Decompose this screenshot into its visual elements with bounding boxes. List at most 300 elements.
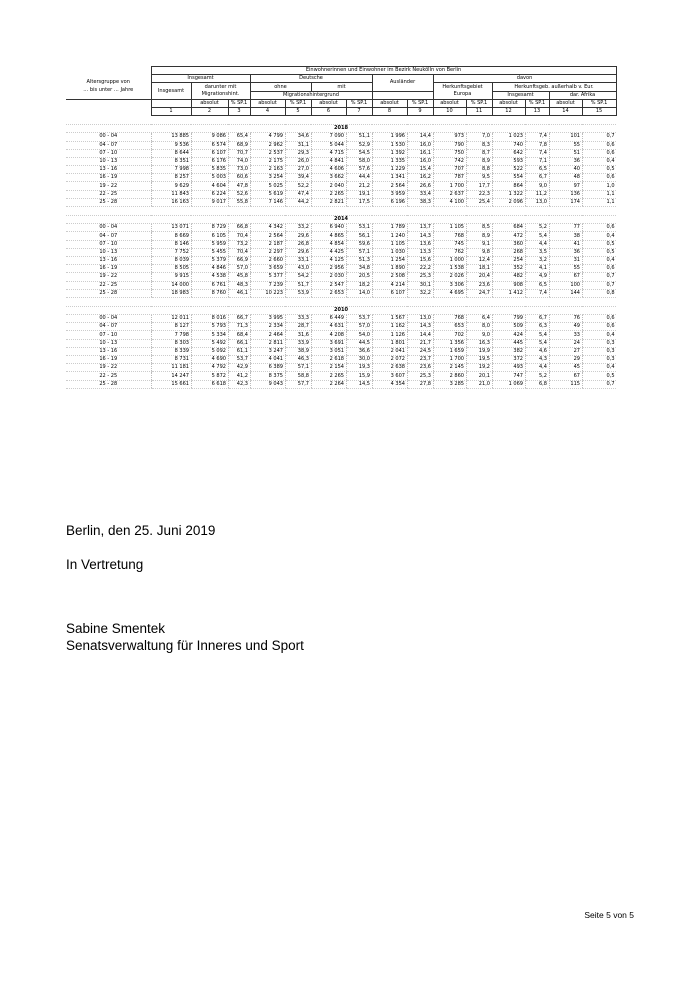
column-number: 2 bbox=[191, 107, 228, 115]
table-cell: 15 661 bbox=[151, 380, 191, 388]
table-cell: 9,5 bbox=[466, 174, 492, 182]
table-cell: 5 379 bbox=[191, 256, 228, 264]
table-cell: 1 659 bbox=[433, 347, 466, 355]
table-cell: 268 bbox=[492, 248, 525, 256]
table-cell: 790 bbox=[433, 141, 466, 149]
table-cell: 29,6 bbox=[285, 248, 311, 256]
table-cell: 5 003 bbox=[191, 174, 228, 182]
table-cell: 52,6 bbox=[228, 190, 250, 198]
table-cell: 0,7 bbox=[582, 133, 616, 141]
table-cell: 3,5 bbox=[525, 248, 549, 256]
table-cell: 908 bbox=[492, 281, 525, 289]
table-cell: 799 bbox=[492, 315, 525, 323]
table-cell: 472 bbox=[492, 232, 525, 240]
age-group-cell: 16 - 19 bbox=[66, 174, 151, 182]
table-cell: 8 127 bbox=[151, 323, 191, 331]
table-cell: 768 bbox=[433, 315, 466, 323]
unit-percent: % SP.1 bbox=[228, 99, 250, 107]
table-cell: 29 bbox=[549, 356, 582, 364]
table-cell: 58,0 bbox=[346, 157, 372, 165]
table-cell: 33,4 bbox=[407, 190, 433, 198]
table-cell: 12,4 bbox=[466, 256, 492, 264]
header-auslaender: Ausländer bbox=[372, 75, 433, 91]
table-cell: 2 464 bbox=[250, 331, 285, 339]
table-cell: 9,0 bbox=[525, 182, 549, 190]
table-cell: 42,9 bbox=[228, 364, 250, 372]
table-cell: 3 254 bbox=[250, 174, 285, 182]
table-cell: 3 607 bbox=[372, 372, 407, 380]
table-cell: 9 536 bbox=[151, 141, 191, 149]
table-cell: 11,2 bbox=[525, 190, 549, 198]
table-cell: 0,4 bbox=[582, 157, 616, 165]
age-group-header-line2: … bis unter … Jahre bbox=[83, 86, 134, 93]
table-cell: 6 107 bbox=[372, 289, 407, 297]
table-cell: 2 297 bbox=[250, 248, 285, 256]
table-cell: 8,5 bbox=[466, 224, 492, 232]
table-cell: 7,4 bbox=[525, 133, 549, 141]
table-cell: 7 798 bbox=[151, 331, 191, 339]
table-cell: 27 bbox=[549, 347, 582, 355]
table-cell: 51,7 bbox=[285, 281, 311, 289]
table-cell: 522 bbox=[492, 166, 525, 174]
table-cell: 14,5 bbox=[346, 380, 372, 388]
table-cell: 653 bbox=[433, 323, 466, 331]
table-cell: 0,6 bbox=[582, 315, 616, 323]
table-cell: 768 bbox=[433, 232, 466, 240]
unit-absolut: absolut bbox=[492, 99, 525, 107]
table-cell: 52,9 bbox=[346, 141, 372, 149]
column-number: 8 bbox=[372, 107, 407, 115]
table-cell: 4 208 bbox=[311, 331, 346, 339]
table-cell: 7 239 bbox=[250, 281, 285, 289]
table-cell: 11 843 bbox=[151, 190, 191, 198]
table-cell: 8 016 bbox=[191, 315, 228, 323]
signer-block bbox=[66, 620, 304, 654]
table-cell: 26,0 bbox=[285, 157, 311, 165]
unit-absolut: absolut bbox=[311, 99, 346, 107]
table-cell: 4,3 bbox=[525, 356, 549, 364]
table-cell: 2 040 bbox=[311, 182, 346, 190]
table-cell: 8 039 bbox=[151, 256, 191, 264]
table-cell: 61,1 bbox=[228, 347, 250, 355]
unit-absolut: absolut bbox=[433, 99, 466, 107]
table-cell: 28,7 bbox=[285, 323, 311, 331]
age-group-header bbox=[66, 67, 151, 100]
table-cell: 3 959 bbox=[372, 190, 407, 198]
table-cell: 3,2 bbox=[525, 256, 549, 264]
table-cell: 13,0 bbox=[407, 315, 433, 323]
table-cell: 0,5 bbox=[582, 372, 616, 380]
header-herkunft-ausser-europa: Herkunftsgeb. außerhalb v. Eur. bbox=[492, 83, 616, 91]
table-cell: 509 bbox=[492, 323, 525, 331]
table-cell: 4 100 bbox=[433, 198, 466, 206]
age-group-cell: 07 - 10 bbox=[66, 240, 151, 248]
table-cell: 6 449 bbox=[311, 315, 346, 323]
table-cell: 1 700 bbox=[433, 182, 466, 190]
table-row bbox=[66, 232, 616, 240]
table-cell: 3 285 bbox=[433, 380, 466, 388]
table-cell: 707 bbox=[433, 166, 466, 174]
table-cell: 1,1 bbox=[582, 198, 616, 206]
table-cell: 2 660 bbox=[250, 256, 285, 264]
table-cell: 2 653 bbox=[311, 289, 346, 297]
table-cell: 742 bbox=[433, 157, 466, 165]
table-cell: 13 071 bbox=[151, 224, 191, 232]
table-row bbox=[66, 273, 616, 281]
table-cell: 45,8 bbox=[228, 273, 250, 281]
table-cell: 1 392 bbox=[372, 149, 407, 157]
table-cell: 66,8 bbox=[228, 224, 250, 232]
table-cell: 38,9 bbox=[285, 347, 311, 355]
table-cell: 8 146 bbox=[151, 240, 191, 248]
table-cell: 53,9 bbox=[285, 289, 311, 297]
table-cell: 4,4 bbox=[525, 240, 549, 248]
table-cell: 1 335 bbox=[372, 157, 407, 165]
age-group-cell: 25 - 28 bbox=[66, 198, 151, 206]
table-cell: 12 011 bbox=[151, 315, 191, 323]
table-cell: 56,1 bbox=[346, 232, 372, 240]
table-cell: 14,0 bbox=[346, 289, 372, 297]
age-group-cell: 22 - 25 bbox=[66, 281, 151, 289]
table-cell: 3 995 bbox=[250, 315, 285, 323]
table-cell: 51 bbox=[549, 149, 582, 157]
table-cell: 0,3 bbox=[582, 339, 616, 347]
table-cell: 973 bbox=[433, 133, 466, 141]
table-cell: 136 bbox=[549, 190, 582, 198]
column-number: 11 bbox=[466, 107, 492, 115]
table-cell: 2 026 bbox=[433, 273, 466, 281]
table-cell: 0,6 bbox=[582, 265, 616, 273]
table-cell: 2 334 bbox=[250, 323, 285, 331]
signer-name: Sabine Smentek bbox=[66, 621, 166, 636]
table-cell: 4,6 bbox=[525, 347, 549, 355]
table-cell: 493 bbox=[492, 364, 525, 372]
table-cell: 6 224 bbox=[191, 190, 228, 198]
table-cell: 30,0 bbox=[346, 356, 372, 364]
table-cell: 4 342 bbox=[250, 224, 285, 232]
table-cell: 1 538 bbox=[433, 265, 466, 273]
table-cell: 747 bbox=[492, 372, 525, 380]
table-cell: 2 096 bbox=[492, 198, 525, 206]
table-cell: 6 574 bbox=[191, 141, 228, 149]
table-cell: 5 793 bbox=[191, 323, 228, 331]
section-gap-cell bbox=[66, 116, 616, 125]
table-cell: 29,3 bbox=[285, 149, 311, 157]
table-cell: 31 bbox=[549, 256, 582, 264]
table-cell: 2 637 bbox=[433, 190, 466, 198]
header-ohne: ohne bbox=[250, 83, 311, 91]
table-cell: 58,8 bbox=[285, 372, 311, 380]
unit-row-blank bbox=[66, 99, 151, 107]
table-cell: 1 801 bbox=[372, 339, 407, 347]
table-cell: 20,1 bbox=[466, 372, 492, 380]
table-cell: 1 069 bbox=[492, 380, 525, 388]
table-cell: 54,5 bbox=[346, 149, 372, 157]
table-cell: 1 412 bbox=[492, 289, 525, 297]
table-cell: 18,2 bbox=[346, 281, 372, 289]
table-cell: 33 bbox=[549, 331, 582, 339]
table-cell: 1 341 bbox=[372, 174, 407, 182]
table-cell: 4 792 bbox=[191, 364, 228, 372]
header-herkunft-europa bbox=[433, 83, 492, 99]
table-cell: 9 629 bbox=[151, 182, 191, 190]
table-cell: 1 890 bbox=[372, 265, 407, 273]
table-cell: 352 bbox=[492, 265, 525, 273]
table-cell: 2 041 bbox=[372, 347, 407, 355]
table-cell: 8 375 bbox=[250, 372, 285, 380]
table-cell: 11 181 bbox=[151, 364, 191, 372]
table-cell: 6 107 bbox=[191, 149, 228, 157]
table-cell: 9,8 bbox=[466, 248, 492, 256]
table-cell: 46,3 bbox=[285, 356, 311, 364]
table-row bbox=[66, 133, 616, 141]
table-cell: 5 455 bbox=[191, 248, 228, 256]
table-cell: 8 669 bbox=[151, 232, 191, 240]
section-gap bbox=[66, 297, 616, 306]
table-cell: 25,3 bbox=[407, 273, 433, 281]
table-cell: 57,0 bbox=[228, 265, 250, 273]
table-cell: 33,3 bbox=[285, 315, 311, 323]
column-number: 12 bbox=[492, 107, 525, 115]
age-group-cell: 25 - 28 bbox=[66, 289, 151, 297]
table-cell: 2 956 bbox=[311, 265, 346, 273]
table-row bbox=[66, 240, 616, 248]
table-cell: 3 051 bbox=[311, 347, 346, 355]
table-cell: 4 695 bbox=[433, 289, 466, 297]
table-cell: 57,7 bbox=[285, 380, 311, 388]
table-cell: 8 644 bbox=[151, 149, 191, 157]
table-cell: 4 846 bbox=[191, 265, 228, 273]
table-cell: 8 257 bbox=[151, 174, 191, 182]
table-row bbox=[66, 364, 616, 372]
table-cell: 2 537 bbox=[250, 149, 285, 157]
table-cell: 6,5 bbox=[525, 281, 549, 289]
table-row bbox=[66, 198, 616, 206]
table-cell: 5,4 bbox=[525, 339, 549, 347]
table-cell: 2 145 bbox=[433, 364, 466, 372]
table-cell: 0,6 bbox=[582, 323, 616, 331]
table-cell: 864 bbox=[492, 182, 525, 190]
table-cell: 4 354 bbox=[372, 380, 407, 388]
table-cell: 8,9 bbox=[466, 157, 492, 165]
table-row bbox=[66, 174, 616, 182]
table-cell: 71,3 bbox=[228, 323, 250, 331]
table-cell: 5 872 bbox=[191, 372, 228, 380]
table-cell: 740 bbox=[492, 141, 525, 149]
table-cell: 48,3 bbox=[228, 281, 250, 289]
section-gap-cell bbox=[66, 297, 616, 306]
table-cell: 8,9 bbox=[466, 232, 492, 240]
year-row bbox=[66, 125, 616, 133]
age-group-cell: 04 - 07 bbox=[66, 323, 151, 331]
table-cell: 8,0 bbox=[466, 323, 492, 331]
table-cell: 46,1 bbox=[228, 289, 250, 297]
table-cell: 3 247 bbox=[250, 347, 285, 355]
unit-percent: % SP.1 bbox=[582, 99, 616, 107]
age-group-cell: 10 - 13 bbox=[66, 248, 151, 256]
table-row bbox=[66, 157, 616, 165]
table-cell: 68,9 bbox=[228, 141, 250, 149]
table-cell: 70,7 bbox=[228, 149, 250, 157]
table-cell: 97 bbox=[549, 182, 582, 190]
table-cell: 8 351 bbox=[151, 157, 191, 165]
table-cell: 1 126 bbox=[372, 331, 407, 339]
table-cell: 16,0 bbox=[407, 157, 433, 165]
table-cell: 6 761 bbox=[191, 281, 228, 289]
table-cell: 2 175 bbox=[250, 157, 285, 165]
unit-absolut: absolut bbox=[250, 99, 285, 107]
table-cell: 1 789 bbox=[372, 224, 407, 232]
table-cell: 19,9 bbox=[466, 347, 492, 355]
age-group-cell: 16 - 19 bbox=[66, 265, 151, 273]
age-group-cell: 10 - 13 bbox=[66, 339, 151, 347]
table-row bbox=[66, 166, 616, 174]
age-group-cell: 04 - 07 bbox=[66, 141, 151, 149]
age-group-cell: 25 - 28 bbox=[66, 380, 151, 388]
header-insgesamt-group: Insgesamt bbox=[151, 75, 250, 83]
table-cell: 10 223 bbox=[250, 289, 285, 297]
table-cell: 14 247 bbox=[151, 372, 191, 380]
table-cell: 66,9 bbox=[228, 256, 250, 264]
table-cell: 2 638 bbox=[372, 364, 407, 372]
table-cell: 4 715 bbox=[311, 149, 346, 157]
table-cell: 23,6 bbox=[407, 364, 433, 372]
table-cell: 3 306 bbox=[433, 281, 466, 289]
table-cell: 4 538 bbox=[191, 273, 228, 281]
table-title: Einwohnerinnen und Einwohner im Bezirk Neukölln von Berlin bbox=[151, 67, 616, 75]
table-cell: 20,4 bbox=[466, 273, 492, 281]
table-cell: 1 105 bbox=[433, 224, 466, 232]
table-cell: 23,7 bbox=[407, 356, 433, 364]
table-cell: 47,4 bbox=[285, 190, 311, 198]
table-cell: 15,6 bbox=[407, 256, 433, 264]
table-cell: 49 bbox=[549, 323, 582, 331]
table-cell: 9,0 bbox=[466, 331, 492, 339]
table-cell: 4,4 bbox=[525, 364, 549, 372]
table-cell: 1,0 bbox=[582, 182, 616, 190]
header-insgesamt-col: Insgesamt bbox=[151, 83, 191, 99]
table-row bbox=[66, 339, 616, 347]
table-cell: 5 092 bbox=[191, 347, 228, 355]
table-cell: 382 bbox=[492, 347, 525, 355]
table-cell: 7,8 bbox=[525, 141, 549, 149]
header-davon: davon bbox=[433, 75, 616, 83]
table-cell: 38 bbox=[549, 232, 582, 240]
unit-absolut: absolut bbox=[372, 99, 407, 107]
table-cell: 6,3 bbox=[525, 323, 549, 331]
table-cell: 54,0 bbox=[346, 331, 372, 339]
table-row bbox=[66, 347, 616, 355]
column-number: 13 bbox=[525, 107, 549, 115]
table-cell: 18,1 bbox=[466, 265, 492, 273]
table-cell: 25,3 bbox=[407, 372, 433, 380]
table-cell: 70,4 bbox=[228, 232, 250, 240]
unit-percent: % SP.1 bbox=[466, 99, 492, 107]
table-cell: 51,3 bbox=[346, 256, 372, 264]
unit-absolut: absolut bbox=[549, 99, 582, 107]
table-cell: 8 760 bbox=[191, 289, 228, 297]
table-cell: 0,6 bbox=[582, 141, 616, 149]
table-cell: 6,8 bbox=[525, 380, 549, 388]
table-cell: 9 043 bbox=[250, 380, 285, 388]
table-cell: 1 356 bbox=[433, 339, 466, 347]
table-cell: 101 bbox=[549, 133, 582, 141]
table-cell: 9 017 bbox=[191, 198, 228, 206]
table-row bbox=[66, 141, 616, 149]
table-cell: 24 bbox=[549, 339, 582, 347]
table-cell: 4 214 bbox=[372, 281, 407, 289]
column-number: 4 bbox=[250, 107, 285, 115]
table-cell: 66,7 bbox=[228, 315, 250, 323]
unit-percent: % SP.1 bbox=[346, 99, 372, 107]
table-cell: 482 bbox=[492, 273, 525, 281]
table-cell: 33,2 bbox=[285, 224, 311, 232]
table-cell: 0,3 bbox=[582, 356, 616, 364]
table-cell: 115 bbox=[549, 380, 582, 388]
table-cell: 60,6 bbox=[228, 174, 250, 182]
table-cell: 1 229 bbox=[372, 166, 407, 174]
table-cell: 53,7 bbox=[228, 356, 250, 364]
table-cell: 1 322 bbox=[492, 190, 525, 198]
table-cell: 0,6 bbox=[582, 174, 616, 182]
table-cell: 76 bbox=[549, 315, 582, 323]
table-cell: 52,2 bbox=[285, 182, 311, 190]
table-cell: 68,4 bbox=[228, 331, 250, 339]
column-number: 1 bbox=[151, 107, 191, 115]
table-cell: 16,1 bbox=[407, 149, 433, 157]
table-cell: 55,8 bbox=[228, 198, 250, 206]
table-cell: 9 086 bbox=[191, 133, 228, 141]
table-cell: 21,0 bbox=[466, 380, 492, 388]
table-cell: 8,8 bbox=[466, 166, 492, 174]
table-cell: 18 983 bbox=[151, 289, 191, 297]
table-cell: 57,6 bbox=[346, 166, 372, 174]
table-cell: 372 bbox=[492, 356, 525, 364]
table-cell: 4 604 bbox=[191, 182, 228, 190]
column-number: 3 bbox=[228, 107, 250, 115]
table-cell: 22,3 bbox=[466, 190, 492, 198]
table-row bbox=[66, 190, 616, 198]
table-cell: 0,6 bbox=[582, 224, 616, 232]
section-gap-cell bbox=[66, 207, 616, 216]
table-cell: 2 547 bbox=[311, 281, 346, 289]
table-cell: 73,2 bbox=[228, 240, 250, 248]
table-cell: 1 700 bbox=[433, 356, 466, 364]
age-group-cell: 13 - 16 bbox=[66, 166, 151, 174]
table-cell: 44,2 bbox=[285, 198, 311, 206]
table-cell: 2 072 bbox=[372, 356, 407, 364]
table-cell: 8 303 bbox=[151, 339, 191, 347]
age-group-cell: 16 - 19 bbox=[66, 356, 151, 364]
table-cell: 19,5 bbox=[466, 356, 492, 364]
table-cell: 67 bbox=[549, 372, 582, 380]
table-cell: 7,4 bbox=[525, 149, 549, 157]
table-cell: 73,0 bbox=[228, 166, 250, 174]
table-cell: 6,4 bbox=[466, 315, 492, 323]
header-migrationshintergrund: Migrationshintergrund bbox=[250, 91, 372, 99]
table-cell: 34,6 bbox=[285, 133, 311, 141]
unit-blank-col1 bbox=[151, 99, 191, 107]
table-cell: 6 196 bbox=[372, 198, 407, 206]
table-cell: 7 090 bbox=[311, 133, 346, 141]
table-cell: 445 bbox=[492, 339, 525, 347]
table-cell: 8 731 bbox=[151, 356, 191, 364]
year-label: 2018 bbox=[66, 125, 616, 133]
table-cell: 16,2 bbox=[407, 174, 433, 182]
table-cell: 13 885 bbox=[151, 133, 191, 141]
table-cell: 29,6 bbox=[285, 232, 311, 240]
table-cell: 51,1 bbox=[346, 133, 372, 141]
